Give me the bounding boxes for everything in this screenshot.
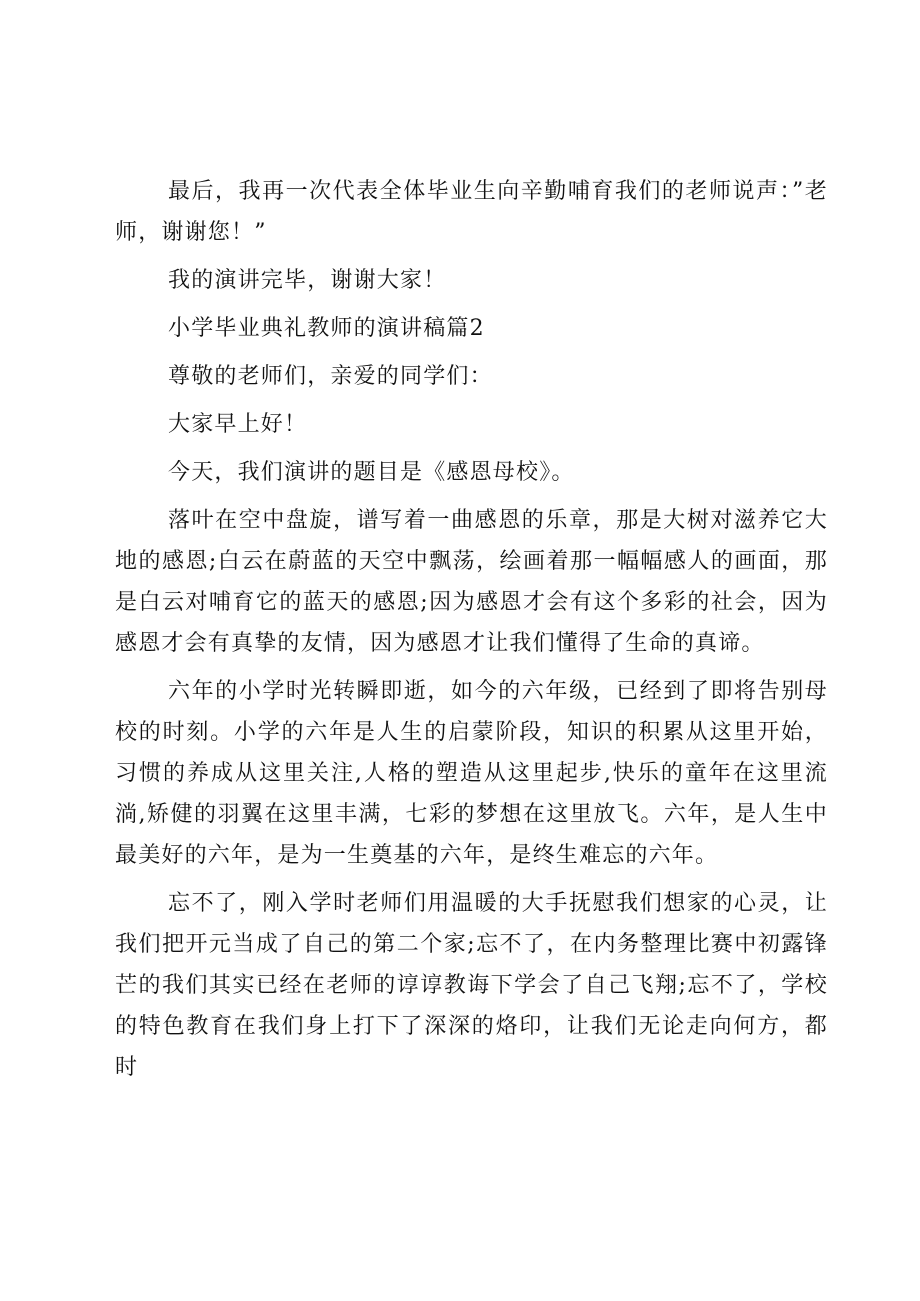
section-title: 小学毕业典礼教师的演讲稿篇2 [168, 316, 485, 341]
paragraph-six-years: 六年的小学时光转瞬即逝，如今的六年级，已经到了即将告别母校的时刻。小学的六年是人生的启蒙阶段，知识的积累从这里开始，习惯的养成从这里关注,人格的塑造从这里起步,快乐的童年在这里流淌,矫健的羽翼在这里丰满，七彩的梦想在这里放飞。六年，是人生中最美好的六年，是为一生奠基的六年，是终生难忘的六年。 [115, 679, 828, 868]
paragraph-memories: 忘不了，刚入学时老师们用温暖的大手抚慰我们想家的心灵，让我们把开元当成了自己的第二个家;忘不了，在内务整理比赛中初露锋芒的我们其实已经在老师的谆谆教诲下学会了自己飞翔;忘不了，学校的特色教育在我们身上打下了深深的烙印，让我们无论走向何方，都时 [115, 891, 828, 1080]
paragraph-topic: 今天，我们演讲的题目是《感恩母校》。 [168, 460, 575, 485]
paragraph-gratitude: 落叶在空中盘旋，谱写着一曲感恩的乐章，那是大树对滋养它大地的感恩;白云在蔚蓝的天空中飘荡，绘画着那一幅幅感人的画面，那是白云对哺育它的蓝天的感恩;因为感恩才会有这个多彩的社会，因为感恩才会有真挚的友情，因为感恩才让我们懂得了生命的真谛。 [115, 508, 828, 656]
document-body [115, 171, 828, 1095]
paragraph-speech-end: 我的演讲完毕，谢谢大家！ [168, 268, 447, 293]
paragraph-salutation: 尊敬的老师们，亲爱的同学们： [168, 364, 493, 389]
paragraph-greeting: 大家早上好！ [168, 412, 308, 437]
paragraph-closing-thanks: 最后，我再一次代表全体毕业生向辛勤哺育我们的老师说声：”老师，谢谢您！” [115, 179, 828, 245]
